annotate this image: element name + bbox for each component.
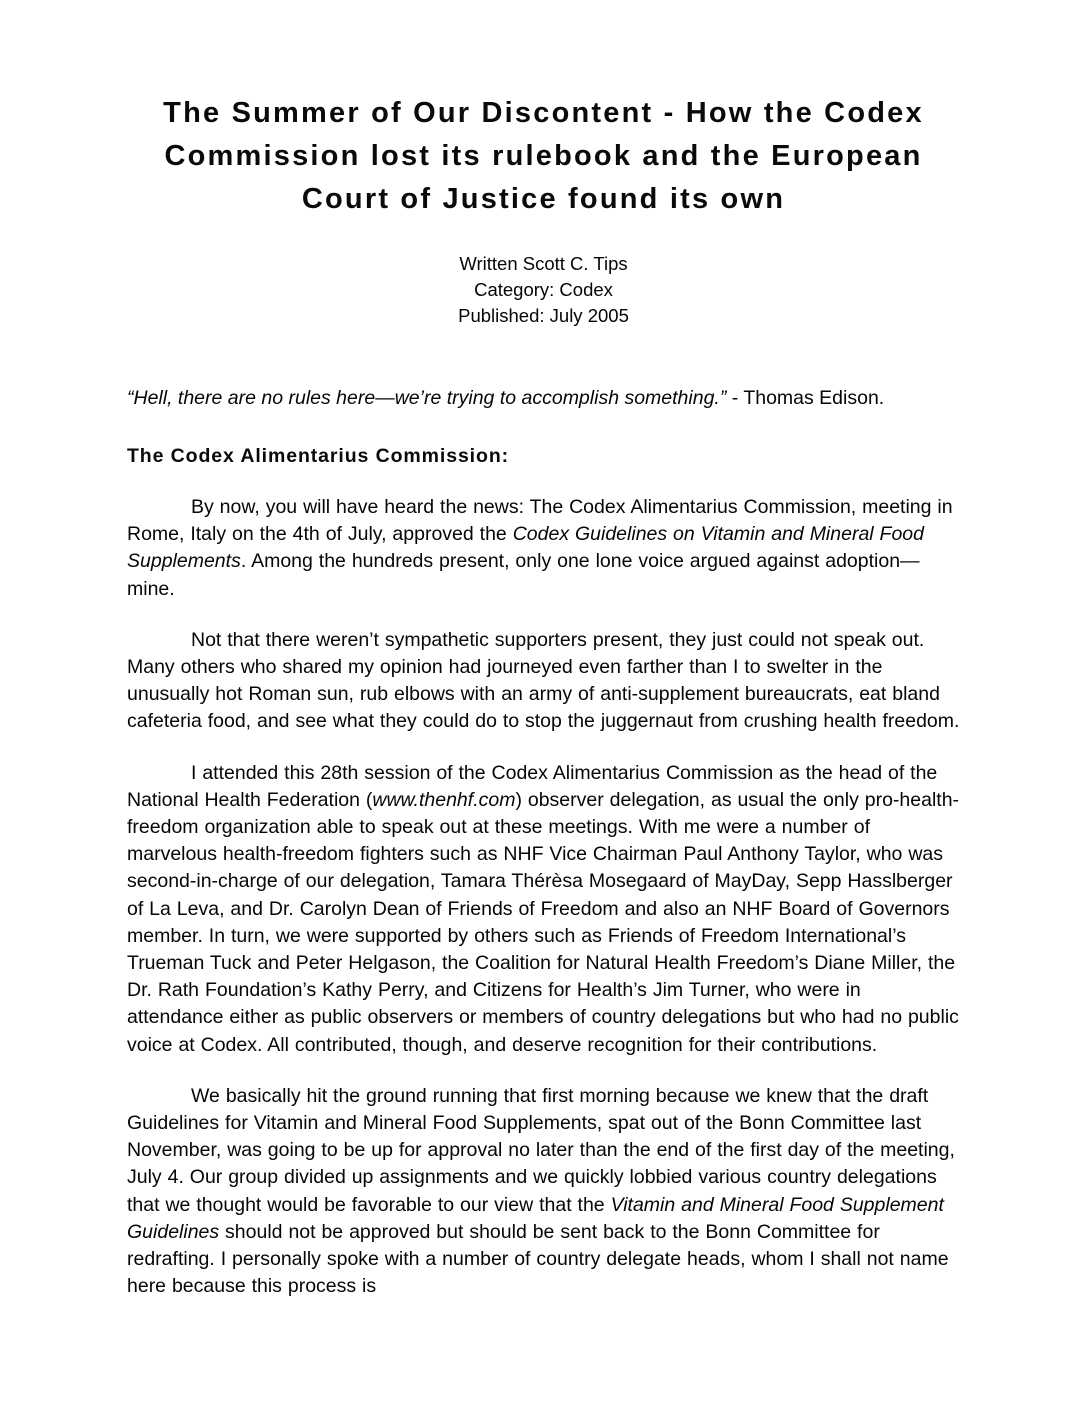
epigraph-quote xyxy=(127,385,960,412)
paragraph-4: We basically hit the ground running that first morning because we knew that the draft Guidelines for Vitamin and Mineral Food Supplements, spat out of the Bonn Committee last November, was going to be up for approval no later than the end of the first day of the meeting, July 4. Our group divided up assignments and we quickly lobbied various country delegations that we thought would be favorable to our view that the Vitamin and Mineral Food Supplement Guidelines should not be approved but should be sent back to the Bonn Committee for redrafting. I personally spoke with a number of country delegate heads, whom I shall not name here because this process is xyxy=(127,1084,955,1298)
byline: Written Scott C. Tips xyxy=(459,253,628,274)
paragraph-1: By now, you will have heard the news: The Codex Alimentarius Commission, meeting in Rome, Italy on the 4th of July, approved the Codex Guidelines on Vitamin and Mineral Food Supplements. Among the hundreds present, only one lone voice argued against adoption—mine. xyxy=(127,496,953,600)
page-title: The Summer of Our Discontent - How the Codex Commission lost its rulebook and the European Court of Justice found its own xyxy=(163,97,924,215)
quote-attribution: - Thomas Edison. xyxy=(726,387,885,409)
paragraph-2: Not that there weren’t sympathetic supporters present, they just could not speak out. Many others who shared my opinion had journeyed even farther than I to swelter in the unusually hot Roman sun, rub elbows with an army of anti-supplement bureaucrats, eat bland cafeteria food, and see what they could do to stop the juggernaut from crushing health freedom. xyxy=(127,628,960,733)
paragraph-3: I attended this 28th session of the Codex Alimentarius Commission as the head of the National Health Federation (www.thenhf.com) observer delegation, as usual the only pro-health-freedom organization able to speak out at these meetings. With me were a number of marvelous health-freedom fighters such as NHF Vice Chairman Paul Anthony Taylor, who was second-in-charge of our delegation, Tamara Thérèsa Mosegaard of MayDay, Sepp Hasslberger of La Leva, and Dr. Carolyn Dean of Friends of Freedom and also an NHF Board of Governors member. In turn, we were supported by others such as Friends of Freedom International’s Trueman Tuck and Peter Helgason, the Coalition for Natural Health Freedom’s Diane Miller, the Dr. Rath Foundation’s Kathy Perry, and Citizens for Health’s Jim Turner, who were in attendance either as public observers or members of country delegations but who had no public voice at Codex. All contributed, though, and deserve recognition for their contributions. xyxy=(127,761,960,1056)
section-heading: The Codex Alimentarius Commission: xyxy=(127,445,510,467)
article-meta xyxy=(127,251,960,329)
published-line: Published: July 2005 xyxy=(458,305,629,326)
category-line: Category: Codex xyxy=(474,279,613,300)
quote-text: “Hell, there are no rules here—we’re trying to accomplish something.” xyxy=(127,387,727,409)
